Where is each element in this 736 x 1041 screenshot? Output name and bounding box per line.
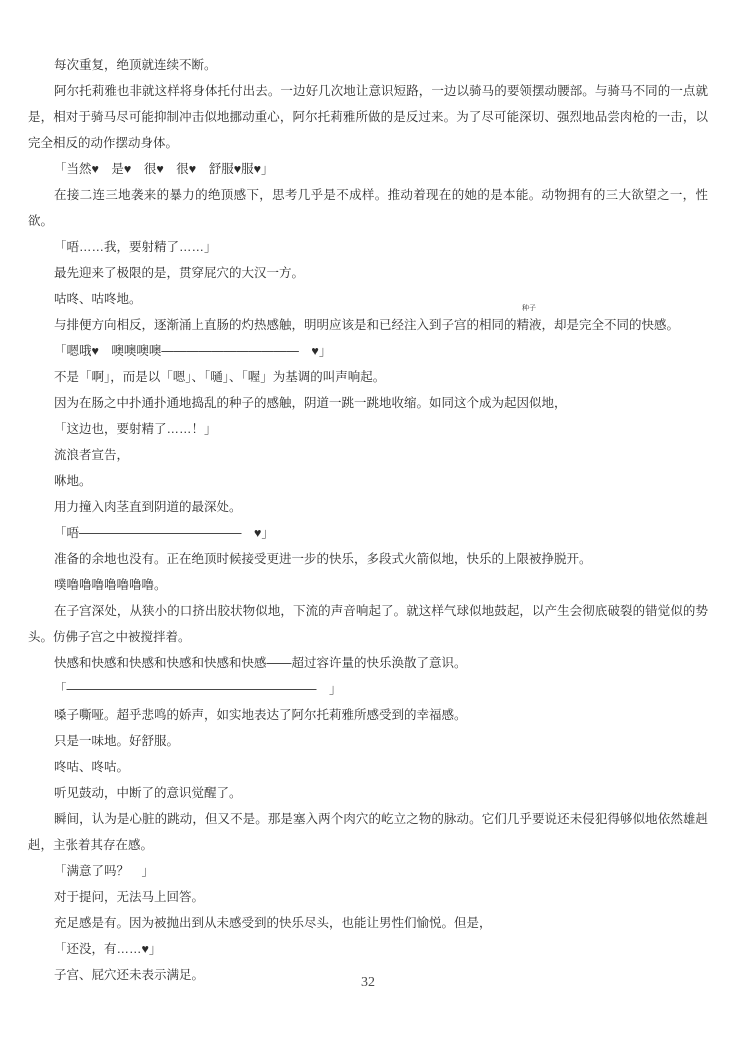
paragraph: 因为在肠之中扑通扑通地捣乱的种子的感触，阴道一跳一跳地收缩。如同这个成为起因似地， [54,396,567,410]
paragraph: 咕咚、咕咚地。 [54,292,142,306]
dialogue-line: 「唔……我，要射精了……」 [54,240,217,254]
dialogue-line: 「这边也，要射精了……！」 [54,422,217,436]
paragraph: 在接二连三地袭来的暴力的绝顶感下，思考几乎是不成样。推动着现在的她的是本能。动物拥有的三大欲望之一，性欲。 [28,188,708,228]
dialogue-line: 「嗯哦♥ 噢噢噢噢――――――――――― ♥」 [54,344,332,358]
text-content [28,52,708,988]
paragraph: 只是一味地。好舒服。 [54,734,180,748]
paragraph: 快感和快感和快感和快感和快感和快感――超过容许量的快乐涣散了意识。 [54,656,467,670]
paragraph: 咚咕、咚咕。 [54,760,130,774]
dialogue-line: 「当然♥ 是♥ 很♥ 很♥ 舒服♥服♥」 [54,162,274,176]
paragraph: 噗噜噜噜噜噜噜噜。 [54,578,167,592]
paragraph: 嗓子嘶哑。超乎悲鸣的娇声，如实地表达了阿尔托莉雅所感受到的幸福感。 [54,708,467,722]
paragraph: 充足感是有。因为被抛出到从未感受到的快乐尽头，也能让男性们愉悦。但是， [54,916,492,930]
paragraph: 子宫、屁穴还未表示满足。 [54,968,205,982]
paragraph: 咻地。 [54,474,92,488]
paragraph-with-ruby [28,305,708,338]
paragraph: 最先迎来了极限的是，贯穿屁穴的大汉一方。 [54,266,305,280]
dialogue-line: 「满意了吗？ 」 [54,864,155,878]
ruby-post-text: ，却是完全不同的快感。 [541,318,680,332]
paragraph: 对于提问，无法马上回答。 [54,890,205,904]
paragraph: 瞬间，认为是心脏的跳动，但又不是。那是塞入两个肉穴的屹立之物的脉动。它们几乎要说还未侵犯得够似地依然雄赳赳，主张着其存在感。 [28,812,708,852]
ruby-text: 种子 [522,305,537,312]
paragraph: 听见鼓动，中断了的意识觉醒了。 [54,786,242,800]
paragraph: 准备的余地也没有。正在绝顶时候接受更进一步的快乐，多段式火箭似地，快乐的上限被挣脱开。 [54,552,592,566]
dialogue-line: 「唔――――――――――――― ♥」 [54,526,274,540]
ruby-base: 精液 [516,318,542,332]
page-number: 32 [361,975,375,990]
paragraph: 流浪者宣告， [54,448,130,462]
dialogue-line: 「还没，有……♥」 [54,942,162,956]
paragraph: 不是「啊」，而是以「嗯」、「嗵」、「喔」为基调的叫声响起。 [54,370,386,384]
ruby-annotation [516,305,542,338]
paragraph: 阿尔托莉雅也非就这样将身体托付出去。一边好几次地让意识短路，一边以骑马的要领摆动腰部。与骑马不同的一点就是，相对于骑马尽可能抑制冲击似地挪动重心，阿尔托莉雅所做的是反过来。为了尽可能深切、强烈地品尝肉枪的一击，以完全相反的动作摆动身体。 [28,84,708,150]
dialogue-line: 「―――――――――――――――――――― 」 [54,682,342,696]
ruby-pre-text: 与排便方向相反，逐渐涌上直肠的灼热感触，明明应该是和已经注入到子宫的相同的 [54,318,517,332]
paragraph: 用力撞入肉茎直到阴道的最深处。 [54,500,242,514]
paragraph: 在子宫深处，从狭小的口挤出胶状物似地，下流的声音响起了。就这样气球似地鼓起，以产生会彻底破裂的错觉似的势头。仿佛子宫之中被搅拌着。 [28,604,708,644]
paragraph: 每次重复，绝顶就连续不断。 [54,58,217,72]
